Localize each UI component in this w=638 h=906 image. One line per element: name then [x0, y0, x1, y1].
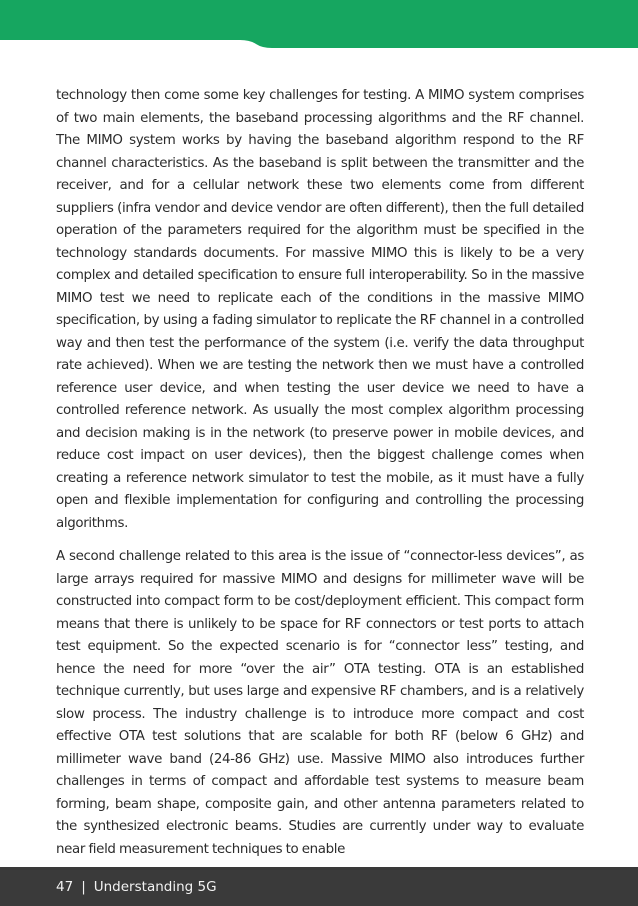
document-title: Understanding 5G	[93, 878, 217, 895]
header-accent-shape	[0, 0, 638, 64]
header-band	[0, 0, 638, 64]
footer-content	[0, 879, 217, 895]
body-paragraph-2: A second challenge related to this area is the issue of “connector-less devices”, as large arrays required for massive MIMO and designs for millimeter wave will be constructed into compact form to be cost/deployment efficient. This compact form means that there is unlikely to be space for RF connectors or test ports to attach test equipment. So the expected scenario is for “connector less” testing, and hence the need for more “over the air” OTA testing. OTA is an established technique currently, but uses large and expensive RF chambers, and is a relatively slow process. The industry challenge is to introduce more compact and cost effective OTA test solutions that are scalable for both RF (below 6 GHz) and millimeter wave band (24-86 GHz) use. Massive MIMO also introduces further challenges in terms of compact and affordable test systems to measure beam forming, beam shape, composite gain, and other antenna parameters related to the synthesized electronic beams. Studies are currently under way to evaluate near field measurement techniques to enable	[56, 549, 584, 857]
page-body	[56, 85, 584, 861]
footer-separator: |	[81, 878, 86, 895]
page-number: 47	[56, 878, 74, 895]
page-footer	[0, 867, 638, 906]
body-paragraph-1: technology then come some key challenges for testing. A MIMO system comprises of two main elements, the baseband processing algorithms and the RF channel. The MIMO system works by having the baseband algorithm respond to the RF channel characteristics. As the baseband is split between the transmitter and the receiver, and for a cellular network these two elements come from different suppliers (infra vendor and device vendor are often different), then the full detailed operation of the parameters required for the algorithm must be specified in the technology standards documents. For massive MIMO this is likely to be a very complex and detailed specification to ensure full interoperability. So in the massive MIMO test we need to replicate each of the conditions in the massive MIMO specification, by using a fading simulator to replicate the RF channel in a controlled way and then test the performance of the system (i.e. verify the data throughput rate achieved). When we are testing the network then we must have a controlled reference user device, and when testing the user device we need to have a controlled reference network. As usually the most complex algorithm processing and decision making is in the network (to preserve power in mobile devices, and reduce cost impact on user devices), then the biggest challenge comes when creating a reference network simulator to test the mobile, as it must have a fully open and flexible implementation for configuring and controlling the processing algorithms.	[56, 88, 584, 531]
